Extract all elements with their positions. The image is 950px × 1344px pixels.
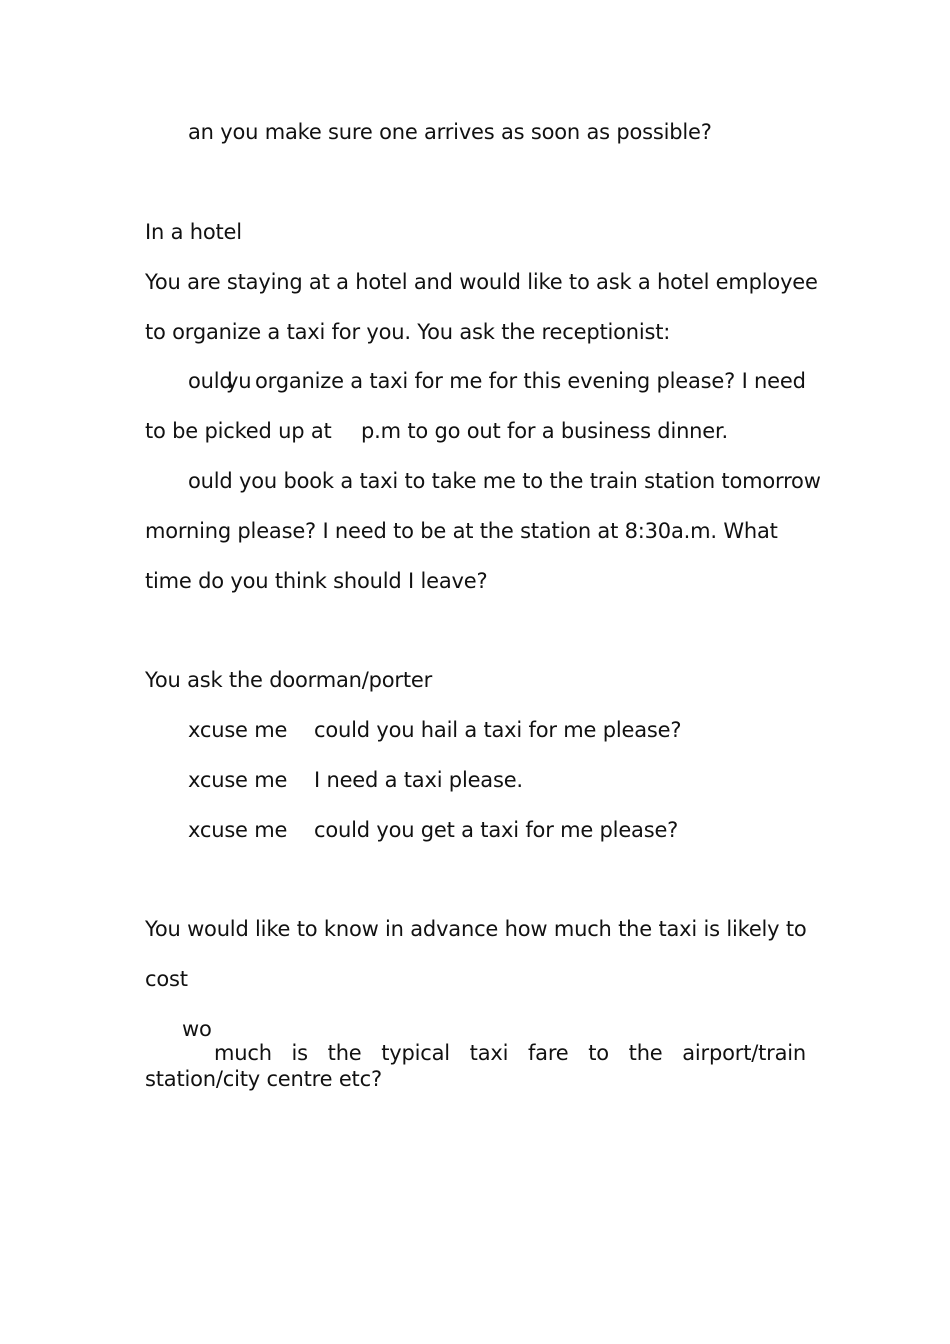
text-fragment: to be picked up at bbox=[145, 419, 332, 443]
text-line bbox=[188, 768, 748, 792]
text-fragment: xcuse me bbox=[188, 718, 288, 742]
text-fragment: I need a taxi please. bbox=[314, 768, 523, 792]
text-fragment: much is the typical taxi fare to the airport/train bbox=[214, 1041, 806, 1065]
text-fragment: wo bbox=[182, 1017, 212, 1041]
text-line bbox=[182, 1017, 806, 1065]
text-line: You are staying at a hotel and would like to ask a hotel employee bbox=[145, 270, 818, 294]
text-line bbox=[188, 369, 808, 393]
text-line: ould you book a taxi to take me to the train station tomorrow bbox=[188, 469, 821, 493]
text-line: an you make sure one arrives as soon as possible? bbox=[188, 120, 712, 144]
text-fragment: xcuse me bbox=[188, 768, 288, 792]
text-fragment: p.m to go out for a business dinner. bbox=[361, 419, 728, 443]
text-line bbox=[188, 718, 748, 742]
section-heading-hotel: In a hotel bbox=[145, 220, 242, 244]
text-fragment: yu bbox=[226, 369, 252, 393]
text-line: morning please? I need to be at the station at 8:30a.m. What bbox=[145, 519, 778, 543]
text-fragment: could you hail a taxi for me please? bbox=[314, 718, 682, 742]
text-fragment: organize a taxi for me for this evening please? I need bbox=[255, 369, 806, 393]
text-line: time do you think should I leave? bbox=[145, 569, 488, 593]
section-heading-doorman: You ask the doorman/porter bbox=[145, 668, 433, 692]
text-fragment: ould bbox=[188, 369, 233, 393]
text-line: to organize a taxi for you. You ask the receptionist: bbox=[145, 320, 671, 344]
text-line: station/city centre etc? bbox=[145, 1067, 382, 1091]
text-line bbox=[188, 818, 748, 842]
text-fragment: could you get a taxi for me please? bbox=[314, 818, 679, 842]
text-fragment: xcuse me bbox=[188, 818, 288, 842]
text-line: cost bbox=[145, 967, 188, 991]
text-line: You would like to know in advance how much the taxi is likely to bbox=[145, 917, 807, 941]
text-line bbox=[145, 419, 807, 443]
